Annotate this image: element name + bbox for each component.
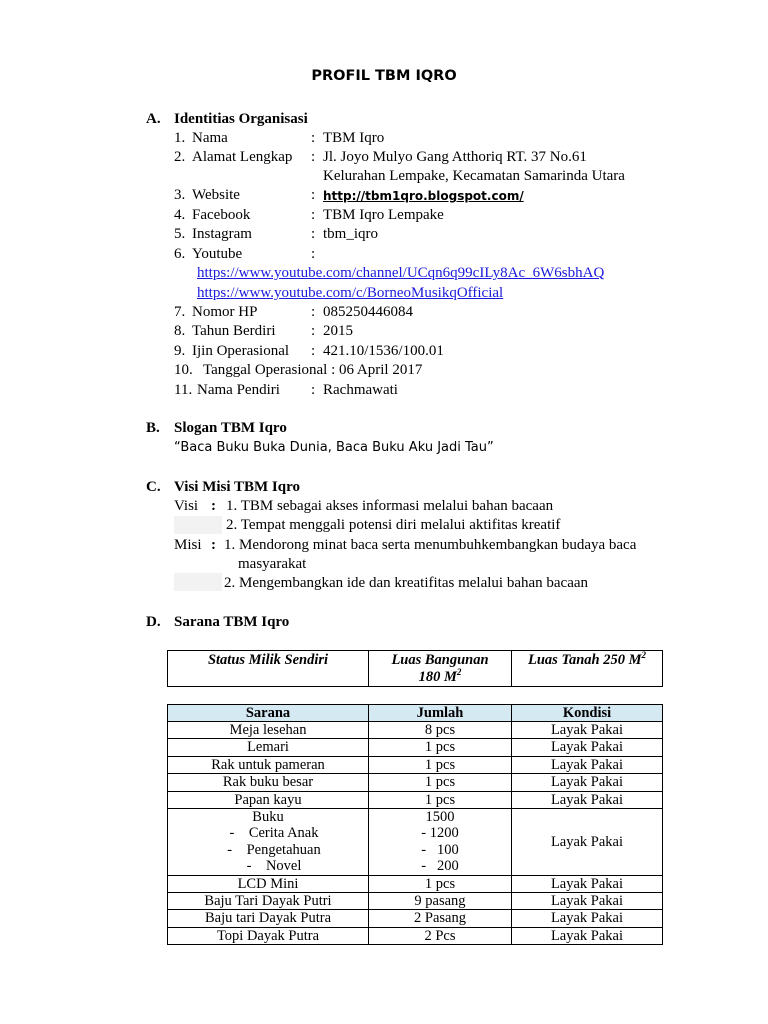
item-label: Nama Pendiri xyxy=(197,382,280,398)
item-number: 6. xyxy=(174,246,186,262)
item-value: Rachmawati xyxy=(323,382,398,398)
item-number: 1. xyxy=(174,130,186,146)
sarana-cell-buku xyxy=(168,809,369,876)
item-label: Tahun Berdiri xyxy=(192,323,276,339)
item-value-line2: Kelurahan Lempake, Kecamatan Samarinda Utara xyxy=(323,168,625,184)
kondisi-cell: Layak Pakai xyxy=(512,893,663,910)
item-separator: : xyxy=(311,130,316,146)
luas-bangunan-cell xyxy=(369,651,512,687)
buku-sub-item: - Novel xyxy=(246,858,302,875)
kondisi-cell: Layak Pakai xyxy=(512,722,663,739)
item-label: Instagram xyxy=(192,226,252,242)
kondisi-cell: Layak Pakai xyxy=(512,774,663,791)
buku-sub-item: - Cerita Anak xyxy=(229,825,319,842)
item-separator: : xyxy=(311,323,316,339)
item-separator: : xyxy=(311,246,316,262)
item-separator: : xyxy=(311,187,316,203)
buku-jumlah: - 100 xyxy=(421,841,459,858)
sarana-cell: LCD Mini xyxy=(168,875,369,892)
kondisi-cell: Layak Pakai xyxy=(512,791,663,808)
misi-label: Misi xyxy=(174,537,202,553)
column-header: Sarana xyxy=(168,705,369,722)
sarana-cell: Baju tari Dayak Putra xyxy=(168,910,369,927)
section-d-heading: Sarana TBM Iqro xyxy=(174,614,290,630)
sarana-cell: Rak buku besar xyxy=(168,774,369,791)
luas-bangunan-label: Luas Bangunan xyxy=(391,652,489,668)
jumlah-cell: 1 pcs xyxy=(369,791,512,808)
column-header: Jumlah xyxy=(369,705,512,722)
item-separator: : xyxy=(311,149,316,165)
item-text: Tanggal Operasional : 06 April 2017 xyxy=(203,362,423,378)
item-label: Facebook xyxy=(192,207,251,223)
visi-item: 1. TBM sebagai akses informasi melalui bahan bacaan xyxy=(226,498,554,514)
luas-tanah-cell xyxy=(512,651,663,687)
buku-sub-item: - Pengetahuan xyxy=(227,841,321,858)
kondisi-cell: Layak Pakai xyxy=(512,756,663,773)
item-separator: : xyxy=(311,304,316,320)
item-value: tbm_iqro xyxy=(323,226,378,242)
item-number: 7. xyxy=(174,304,186,320)
item-separator: : xyxy=(311,207,316,223)
sarana-cell: Lemari xyxy=(168,739,369,756)
section-c-letter: C. xyxy=(146,479,161,495)
kondisi-cell: Layak Pakai xyxy=(512,910,663,927)
section-d-letter: D. xyxy=(146,614,161,630)
luas-bangunan-value: 180 M xyxy=(418,669,457,685)
item-number: 2. xyxy=(174,149,186,165)
jumlah-cell: 2 Pasang xyxy=(369,910,512,927)
superscript: 2 xyxy=(641,650,646,661)
item-number: 5. xyxy=(174,226,186,242)
jumlah-cell: 1 pcs xyxy=(369,756,512,773)
item-separator: : xyxy=(311,226,316,242)
misi-item-continued: masyarakat xyxy=(238,556,307,572)
jumlah-cell: 9 pasang xyxy=(369,893,512,910)
youtube-link[interactable]: https://www.youtube.com/c/BorneoMusikqOfficial xyxy=(197,285,504,301)
item-value: TBM Iqro Lempake xyxy=(323,207,444,223)
visi-separator: : xyxy=(211,498,216,514)
item-separator: : xyxy=(311,343,316,359)
jumlah-cell: 1 pcs xyxy=(369,875,512,892)
luas-tanah-label: Luas Tanah 250 M xyxy=(528,652,642,668)
website-link[interactable]: http://tbm1qro.blogspot.com/ xyxy=(323,189,524,203)
item-value: 2015 xyxy=(323,323,353,339)
table-row xyxy=(168,791,663,808)
table-row xyxy=(168,875,663,892)
jumlah-cell: 1 pcs xyxy=(369,774,512,791)
sarana-table xyxy=(167,704,663,945)
section-b-heading: Slogan TBM Iqro xyxy=(174,420,287,436)
sarana-cell: Topi Dayak Putra xyxy=(168,927,369,944)
buku-jumlah: 1500 xyxy=(425,809,455,826)
status-milik-cell: Status Milik Sendiri xyxy=(168,651,369,687)
buku-jumlah: - 1200 xyxy=(421,825,459,842)
table-row xyxy=(168,910,663,927)
jumlah-cell: 1 pcs xyxy=(369,739,512,756)
table-row xyxy=(168,722,663,739)
item-label: Alamat Lengkap xyxy=(192,149,293,165)
sarana-cell: Baju Tari Dayak Putri xyxy=(168,893,369,910)
shaded-cell xyxy=(174,516,222,534)
item-value: 421.10/1536/100.01 xyxy=(323,343,444,359)
sarana-cell: Papan kayu xyxy=(168,791,369,808)
section-b-letter: B. xyxy=(146,420,160,436)
visi-item: 2. Tempat menggali potensi diri melalui aktifitas kreatif xyxy=(226,517,561,533)
section-a-heading: Identitias Organisasi xyxy=(174,111,308,127)
kondisi-cell: Layak Pakai xyxy=(512,809,663,876)
item-value: Jl. Joyo Mulyo Gang Atthoriq RT. 37 No.61 xyxy=(323,149,587,165)
table-row xyxy=(168,927,663,944)
sarana-cell: Rak untuk pameran xyxy=(168,756,369,773)
visi-label: Visi xyxy=(174,498,199,514)
section-c-heading: Visi Misi TBM Iqro xyxy=(174,479,300,495)
item-number: 8. xyxy=(174,323,186,339)
jumlah-cell-buku xyxy=(369,809,512,876)
status-table xyxy=(167,650,663,687)
item-number: 9. xyxy=(174,343,186,359)
column-header: Kondisi xyxy=(512,705,663,722)
jumlah-cell: 8 pcs xyxy=(369,722,512,739)
table-row-buku xyxy=(168,809,663,876)
section-a-letter: A. xyxy=(146,111,161,127)
item-number: 3. xyxy=(174,187,186,203)
kondisi-cell: Layak Pakai xyxy=(512,875,663,892)
item-label: Ijin Operasional xyxy=(192,343,290,359)
page-title: PROFIL TBM IQRO xyxy=(311,68,457,84)
item-label: Website xyxy=(192,187,240,203)
item-number: 4. xyxy=(174,207,186,223)
item-label: Youtube xyxy=(192,246,243,262)
jumlah-cell: 2 Pcs xyxy=(369,927,512,944)
table-row xyxy=(168,893,663,910)
shaded-cell xyxy=(174,573,222,591)
item-separator: : xyxy=(311,382,316,398)
superscript: 2 xyxy=(456,667,462,678)
misi-item: 1. Mendorong minat baca serta menumbuhkembangkan budaya baca xyxy=(224,537,637,553)
item-number: 11. xyxy=(174,382,193,398)
buku-jumlah: - 200 xyxy=(421,858,459,875)
misi-item: 2. Mengembangkan ide dan kreatifitas melalui bahan bacaan xyxy=(224,575,589,591)
sarana-cell: Meja lesehan xyxy=(168,722,369,739)
kondisi-cell: Layak Pakai xyxy=(512,927,663,944)
slogan-text: “Baca Buku Buka Dunia, Baca Buku Aku Jadi Tau” xyxy=(174,440,494,455)
misi-separator: : xyxy=(211,537,216,553)
item-value: 085250446084 xyxy=(323,304,413,320)
youtube-link[interactable]: https://www.youtube.com/channel/UCqn6q99cILy8Ac_6W6sbhAQ xyxy=(197,265,605,281)
table-row xyxy=(168,739,663,756)
item-value: TBM Iqro xyxy=(323,130,385,146)
table-row xyxy=(168,774,663,791)
item-label: Nama xyxy=(192,130,228,146)
item-number: 10. xyxy=(174,362,193,378)
table-row xyxy=(168,756,663,773)
item-label: Nomor HP xyxy=(192,304,258,320)
buku-label: Buku xyxy=(252,809,284,826)
kondisi-cell: Layak Pakai xyxy=(512,739,663,756)
table-header-row xyxy=(168,705,663,722)
